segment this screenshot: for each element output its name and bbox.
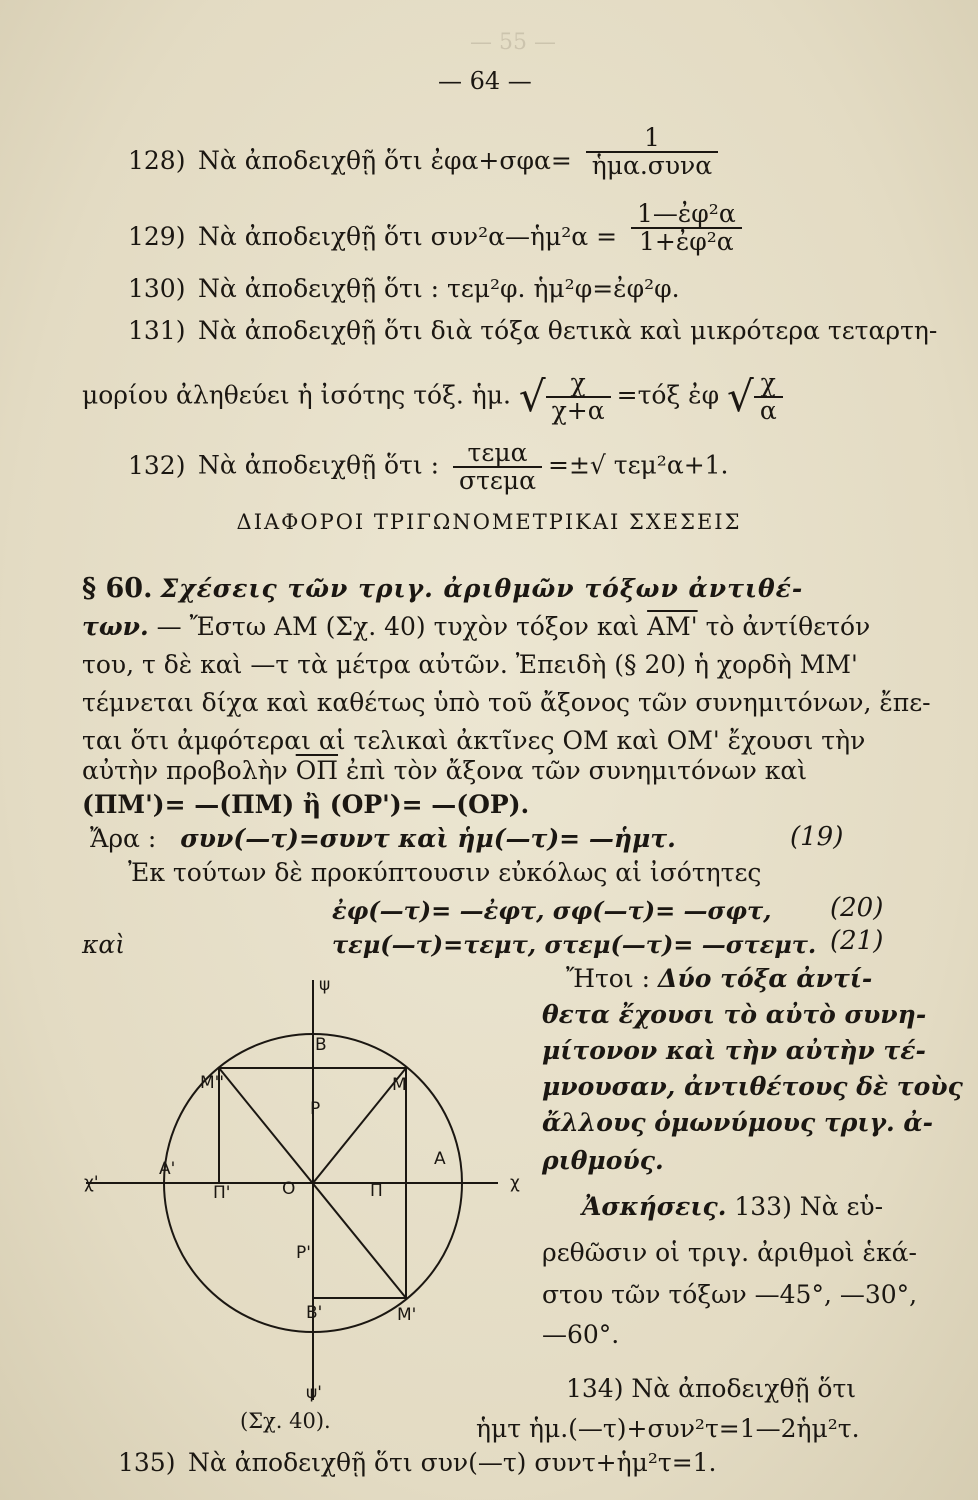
label-B2: Β'	[306, 1303, 323, 1323]
problem-132: 132) Νὰ ἀποδειχθῇ ὅτι : $\frac{\text{τεμα}}{\text{στεμα}}$ =±√ τεμ²α+1.	[128, 438, 729, 495]
label-A: Α	[434, 1149, 446, 1169]
right-col-line1: Ἤτοι : Δύο τόξα ἀντί-	[566, 964, 873, 993]
right-col-line6: ριθμούς.	[542, 1146, 664, 1175]
equation-number-19: (19)	[790, 822, 844, 852]
kai-word: καὶ	[82, 930, 126, 959]
equation-20: ἐφ(—τ)= —ἐφτ, σφ(—τ)= —σφτ,	[332, 896, 772, 925]
label-P: Ρ	[310, 1099, 321, 1119]
section-60-line8: Ἐκ τούτων δὲ προκύπτουσιν εὐκόλως αἱ ἰσότητες	[128, 858, 762, 887]
right-col-line12: ἡμτ ἡμ.(—τ)+συν²τ=1—2ἡμ²τ.	[476, 1414, 860, 1443]
right-col-line4: μνουσαν, ἀντιθέτους δὲ τοὺς	[542, 1072, 963, 1101]
section-60-line2: του, τ δὲ καὶ —τ τὰ μέτρα αὐτῶν. Ἐπειδὴ (§ 20) ἡ χορδὴ ΜΜ'	[82, 650, 858, 679]
figure-caption: (Σχ. 40).	[240, 1409, 331, 1433]
label-psi: ψ	[319, 975, 331, 995]
fraction-131a: $\frac{\chi}{\chi+\alpha}$	[546, 370, 611, 424]
right-col-line9: στου τῶν τόξων —45°, —30°,	[542, 1280, 918, 1309]
section-60-line4: ται ὅτι ἀμφότεραι αἱ τελικαὶ ἀκτῖνες ΟΜ καὶ ΟΜ' ἔχουσι τὴν	[82, 726, 866, 755]
right-col-line8: ρεθῶσιν οἱ τριγ. ἀριθμοὶ ἑκά-	[542, 1238, 917, 1267]
equation-21: τεμ(—τ)=τεμτ, στεμ(—τ)= —στεμτ.	[332, 930, 817, 959]
equation-number-20: (20)	[830, 893, 884, 923]
right-col-line5: ἄλλους ὁμωνύμους τριγ. ἀ-	[542, 1108, 934, 1137]
fraction-128: $\frac{1}{\text{ἡμα.συνα}}$	[586, 125, 718, 179]
label-M3: Μ'	[397, 1305, 417, 1325]
label-Pi: Π	[370, 1181, 383, 1201]
label-P2: Ρ'	[296, 1243, 311, 1263]
label-A2: Α'	[159, 1159, 176, 1179]
section-60-line1: των. — Ἔστω ΑΜ (Σχ. 40) τυχὸν τόξον καὶ ΑΜ' τὸ ἀντίθετόν	[82, 612, 871, 641]
label-O: Ο	[282, 1179, 296, 1199]
sqrt-sign: √	[518, 372, 546, 421]
problem-128: 128) Νὰ ἀποδειχθῇ ὅτι ἐφα+σφα= $\frac{1}{\text{ἡμα.συνα}}$	[128, 146, 724, 179]
problem-131-formula: μορίου ἀληθεύει ἡ ἰσότης τόξ. ἡμ. √ $\frac{\chi}{\chi+\alpha}$ =τόξ ἐφ √ $\frac{\chi}{\alpha}$	[82, 370, 789, 424]
right-col-line10: —60°.	[542, 1320, 620, 1349]
section-60-line3: τέμνεται δίχα καὶ καθέτως ὑπὸ τοῦ ἄξονος τῶν συνημιτόνων, ἔπε-	[82, 688, 931, 717]
problem-135: 135) Νὰ ἀποδειχθῇ ὅτι συν(—τ) συντ+ἡμ²τ=1.	[118, 1448, 717, 1477]
fraction-131b: $\frac{\chi}{\alpha}$	[754, 370, 783, 424]
label-Pi2: Π'	[213, 1183, 231, 1203]
section-60-line7: Ἄρα : συν(—τ)=συντ καὶ ἡμ(—τ)= —ἡμτ.	[90, 824, 676, 853]
right-col-line7: Ἀσκήσεις. 133) Νὰ εὑ-	[582, 1192, 884, 1221]
sqrt-sign: √	[727, 372, 754, 421]
problem-131: 131) Νὰ ἀποδειχθῇ ὅτι διὰ τόξα θετικὰ καὶ μικρότερα τεταρτη-	[128, 316, 938, 345]
figure-40	[70, 960, 540, 1430]
fraction-129: $\frac{\text{1—ἐφ²α}}{\text{1+ἐφ²α}}$	[631, 201, 742, 255]
label-x: χ	[510, 1173, 520, 1193]
section-heading: ΔΙΑΦΟΡΟΙ ΤΡΙΓΩΝΟΜΕΤΡΙΚΑΙ ΣΧΕΣΕΙΣ	[236, 510, 742, 534]
section-60-line5: αὐτὴν προβολὴν $\overline{O\Pi}$ ἐπὶ τὸν ἄξονα τῶν συνημιτόνων καὶ	[82, 756, 808, 785]
section-60-title: § 60. Σχέσεις τῶν τριγ. ἀριθμῶν τόξων ἀντιθέ-	[82, 573, 804, 604]
label-M: Μ	[392, 1075, 407, 1095]
label-x-prime: χ'	[84, 1173, 99, 1193]
problem-130: 130) Νὰ ἀποδειχθῇ ὅτι : τεμ²φ. ἡμ²φ=ἐφ²φ.	[128, 274, 680, 303]
label-psi2: ψ'	[306, 1383, 322, 1403]
label-M2: Μ''	[200, 1073, 225, 1093]
right-col-line3: μίτονον καὶ τὴν αὐτὴν τέ-	[542, 1036, 926, 1065]
fraction-132: $\frac{\text{τεμα}}{\text{στεμα}}$	[453, 440, 542, 494]
right-col-line2: θετα ἔχουσι τὸ αὐτὸ συνη-	[542, 1000, 927, 1029]
problem-129: 129) Νὰ ἀποδειχθῇ ὅτι συν²α—ἡμ²α = $\frac{\text{1—ἐφ²α}}{\text{1+ἐφ²α}}$	[128, 222, 748, 255]
bleed-through-page-number: — 55 —	[470, 30, 556, 55]
right-col-line11: 134) Νὰ ἀποδειχθῇ ὅτι	[566, 1374, 857, 1403]
label-B: Β	[315, 1035, 327, 1055]
equation-number-21: (21)	[830, 926, 884, 956]
page-number: — 64 —	[438, 67, 532, 95]
section-60-line6: (ΠΜ')= —(ΠΜ) ἢ (ΟΡ')= —(ΟΡ).	[82, 790, 530, 819]
